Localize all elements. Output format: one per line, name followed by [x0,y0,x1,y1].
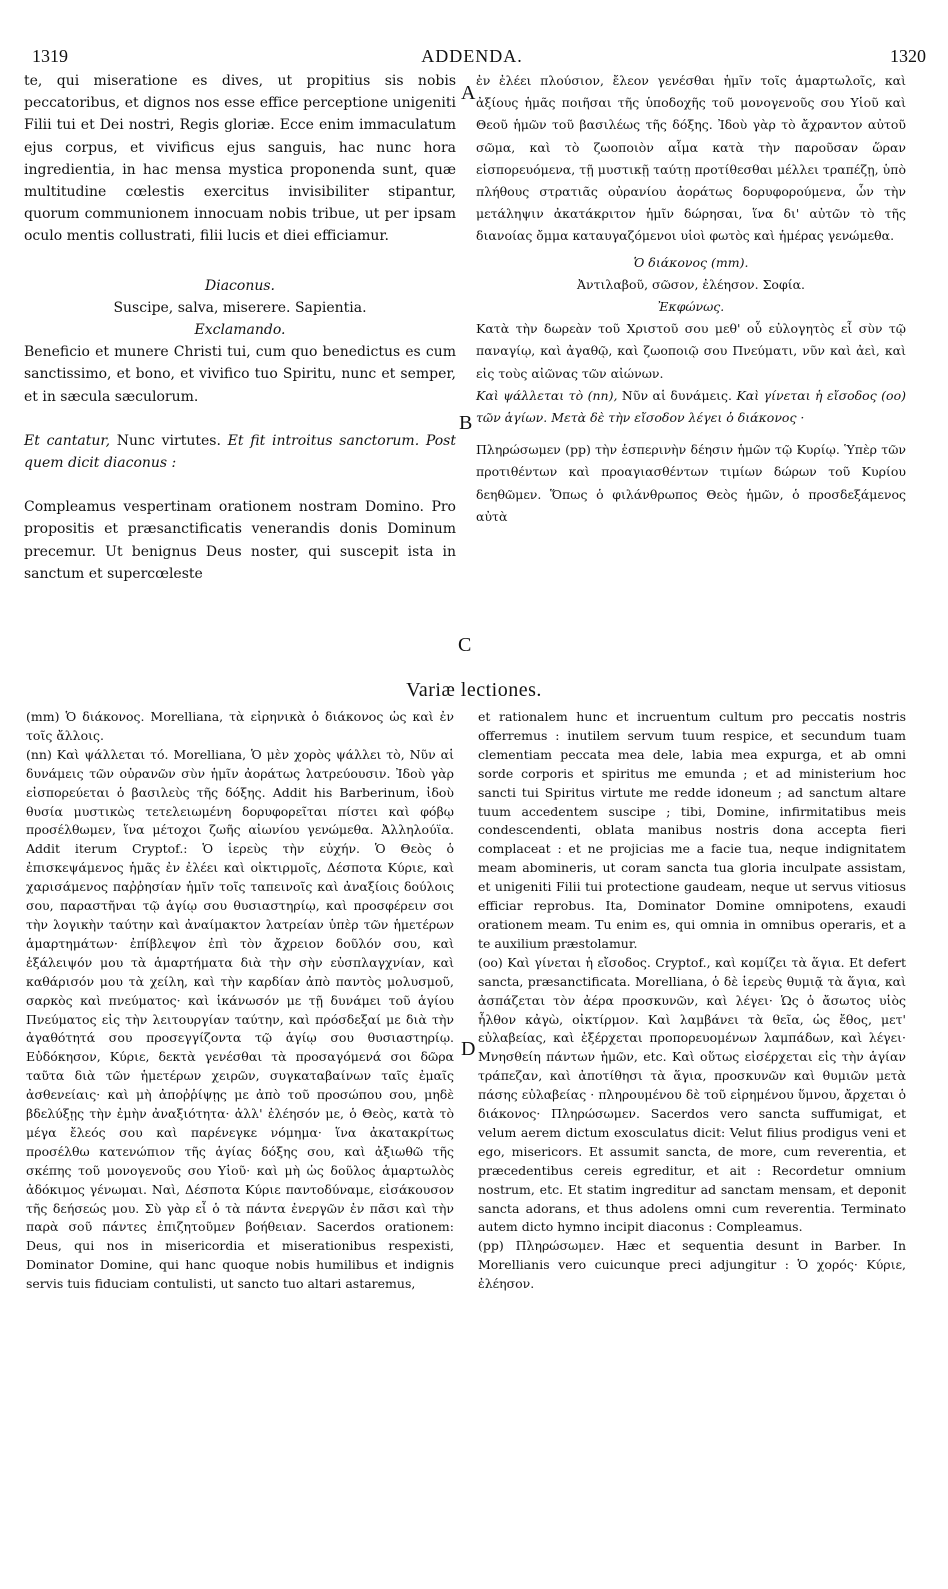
rubric-diaconus: Diaconus. [205,277,275,294]
section-marker-c: C [458,634,472,656]
latin-column [24,70,456,585]
rubric-ekphonos: Ἐκφώνως. [657,299,725,315]
rubric-eisodos: Καὶ γίνεται ἡ εἴσοδος (oo) τῶν ἁγίων. Μετὰ δὲ τὴν εἴσοδον λέγει ὁ διάκονος · [476,387,906,426]
hymn-incipit: Nunc virtutes. [116,432,221,449]
footnotes-right [478,708,906,1294]
rubric-introitus: Et fit introitus sanctorum. Post quem dicit diaconus : [24,432,456,472]
rubric-exclamando: Exclamando. [194,322,286,339]
latin-compleamus: Compleamus vespertinam orationem nostram Domino. Pro propositis et præsanctificatis venerandis donis Dominum precemur. Ut benignus Deus noster, qui suscepit ista in sanctum et supercœleste [24,499,456,582]
latin-prayer: te, qui miseratione es dives, ut propitius sis nobis peccatoribus, et dignos nos esse effice perceptione unigeniti Filii tui et Dei nostri, Regis gloriæ. Ecce enim immaculatum ejus corpus, et vivificus ejus sanguis, hac nunc hora ingredientia, in hac mensa mystica proponenda sunt, quæ multitudine cœlestis exercitus invisibiliter stipantur, quorum communionem innocuam nobis tribue, ut per ipsam oculo mentis collustrati, filii lucis et diei efficiamur. [24,73,456,245]
rubric-diakonos: Ὁ διάκονος (mm). [633,254,749,270]
footnote-mm: (mm) Ὁ διάκονος. Morelliana, τὰ εἰρηνικὰ ὁ διάκονος ὡς καὶ ἐν τοῖς ἄλλοις. [26,709,454,743]
greek-antilabou: Ἀντιλαβοῦ, σῶσον, ἐλέησον. Σοφία. [576,276,806,292]
footnote-pp: (pp) Πληρώσωμεν. Hæc et sequentia desunt in Barber. In Morellianis vero cuicunque preci adjungitur : Ὁ χορός· Κύριε, ἐλέησον. [478,1238,906,1292]
footnotes-left [26,708,454,1294]
greek-hymn-incipit: Νῦν αἱ δυνάμεις. [621,387,732,403]
page-header [18,46,926,72]
section-marker-d: D [461,1038,476,1060]
rubric-cantatur: Et cantatur, [24,432,111,449]
latin-cantatur [24,430,456,474]
greek-plerosomen: Πληρώσωμεν (pp) τὴν ἑσπερινὴν δέησιν ἡμῶν τῷ Κυρίῳ. Ὑπὲρ τῶν προτιθέντων καὶ προαγιασθέντων τιμίων δώρων τοῦ Κυρίου δεηθῶμεν. Ὅπως ὁ φιλάνθρωπος Θεὸς ἡμῶν, ὁ προσδεξάμενος αὐτὰ [476,442,906,524]
greek-psalletai [476,385,906,429]
footnote-oo: (oo) Καὶ γίνεται ἡ εἴσοδος. Cryptof., καὶ κομίζει τὰ ἅγια. Et defert sancta, præsanctificata. Morelliana, ὁ δὲ ἱερεὺς θυμιᾷ τὰ ἅγια, καὶ ἀσπάζεται τὸν ἀέρα προσκυνῶν, καὶ λέγει· Ὡς ὁ ἄσωτος υἱὸς ἦλθον κἀγὼ, οἰκτίρμον. Καὶ λαμβάνει τὰ θεῖα, ὡς ἔθος, μετ' εὐλαβείας, καὶ ἐξέρχεται προπορευομένων λαμπάδων, καὶ λέγει· Μνησθείη πάντων ἡμῶν, etc. Καὶ οὕτως εἰσέρχεται εἰς τὴν ἁγίαν τράπεζαν, καὶ ἀποτίθησι τὰ ἅγια, προσκυνῶν καὶ θυμιῶν μετὰ πάσης εὐλαβείας · πληρουμένου δὲ τοῦ εἰρημένου ὕμνου, ἄρχεται ὁ διάκονος· Πληρώσωμεν. Sacerdos vero sancta suffumigat, et velum aerem dictum exosculatus dicit: Velut filius prodigus veni et ego, misericors. Et assumit sancta, de more, cum reverentia, et præcedentibus cereis egreditur, et ait : Recordetur omnium nostrum, etc. Et statim ingreditur ad sanctam mensam, et deponit sancta adorans, et thus adolens omni cum reverentia. Terminato autem dicto hymno incipit diaconus : Compleamus. [478,954,906,1235]
greek-column [476,70,906,528]
section-marker-a: A [461,82,476,104]
footnote-nn-continued: et rationalem hunc et incruentum cultum pro peccatis nostris offerremus : inutilem servum tuum respice, et secundum tuam clementiam peccata mea dele, labia mea expurga, et ab omni sorde corporis et spiritus me emunda ; et ad ministerium hoc sancti tui Spiritus virtute me redde idoneum ; ad sanctum altare tuum accedentem suscipe ; tibi, Domine, infirmitatibus meis condescendenti, oblata manibus nostris dona accepta fieri complaceat : et ne projicias me a facie tua, neque indignitatem meam abomineris, ut coram sancta tua gloria inculpate assistam, et unigeniti Filii tui protectione gaudeam, neque ut servus vitiosus efficiar reprobus. Ita, Dominator Domine omnipotens, exaudi orationem meam. Tu enim es, qui omnia in omnibus operaris, et a te auxilium præstolamur. [478,709,906,951]
section-marker-b: B [459,412,473,434]
right-page-number: 1320 [890,46,926,66]
latin-beneficio: Beneficio et munere Christi tui, cum quo benedictus es cum sanctissimo, et bono, et vivifico tuo Spiritu, nunc et semper, et in sæcula sæculorum. [24,344,456,405]
latin-suscipe: Suscipe, salva, miserere. Sapientia. [113,299,367,316]
left-page-number: 1319 [32,46,68,66]
running-title: ADDENDA. [421,46,523,66]
greek-kata: Κατὰ τὴν δωρεὰν τοῦ Χριστοῦ σου μεθ' οὗ εὐλογητὸς εἶ σὺν τῷ παναγίῳ, καὶ ἀγαθῷ, καὶ ζωοποιῷ σου Πνεύματι, νῦν καὶ ἀεὶ, καὶ εἰς τοὺς αἰῶνας τῶν αἰώνων. [476,321,906,381]
variae-lectiones-heading: Variæ lectiones. [406,679,542,701]
footnote-nn: (nn) Καὶ ψάλλεται τό. Morelliana, Ὁ μὲν χορὸς ψάλλει τὸ, Νῦν αἱ δυνάμεις τῶν οὐρανῶν σὺν ἡμῖν ἀοράτως λατρεύουσιν. Ἰδοὺ γὰρ εἰσπορεύεται ὁ βασιλεὺς τῆς δόξης. Addit his Barberinum, ἰδοὺ θυσία μυστικὼς τετελειωμένη δορυφορεῖται πίστει καὶ φόβῳ προσέλθωμεν, ἵνα μέτοχοι ζωῆς αἰωνίου γενώμεθα. Ἀλληλούϊα. Addit iterum Cryptof.: Ὁ ἱερεὺς τὴν εὐχήν. Ὁ Θεὸς ὁ ἐπισκεψάμενος ἡμᾶς ἐν ἐλέει καὶ οἰκτιρμοῖς, Δέσποτα Κύριε, καὶ χαρισάμενος παῤῥησίαν ἡμῖν τοῖς ταπεινοῖς καὶ ἀναξίοις δούλοις σου, παραστῆναι τῷ ἁγίῳ σου θυσιαστηρίῳ, καὶ προσφέρειν σοι τὴν λογικὴν ταύτην καὶ ἀναίμακτον λατρείαν ὑπὲρ τῶν ἡμετέρων ἁμαρτημάτων· ἐπίβλεψον ἐπὶ τὸν ἄχρειον δοῦλόν σου, καὶ ἐξάλειψόν μου τὰ ἁμαρτήματα διὰ τὴν σὴν εὐσπλαγχνίαν, καὶ καθάρισόν μου τὰ χείλη, καὶ τὴν καρδίαν ἀπὸ παντὸς μολυσμοῦ, σαρκὸς καὶ πνεύματος· καὶ ἱκάνωσόν με τῇ δυνάμει τοῦ ἁγίου Πνεύματος εἰς τὴν λειτουργίαν ταύτην, καὶ πρόσδεξαί με διὰ τὴν ἀγαθότητά σου προσεγγίζοντα τῷ ἁγίῳ σου θυσιαστηρίῳ. Εὐδόκησον, Κύριε, δεκτὰ γενέσθαι τὰ προσαγόμενά σοι δῶρα ταῦτα διὰ τῶν ἡμετέρων χειρῶν, συγκαταβαίνων ταῖς ἐμαῖς ἀσθενείαις· καὶ μὴ ἀποῤῥίψῃς με ἀπὸ τοῦ προσώπου σου, μηδὲ βδελύξῃς τὴν ἐμὴν ἀναξιότητα· ἀλλ' ἐλέησόν με, ὁ Θεὸς, κατὰ τὸ μέγα ἔλεός σου καὶ παρένεγκε νόμημα· ἵνα ἀκατακρίτως προσέλθω κατενώπιον τῆς ἁγίας δόξης σου, καὶ ἀξιωθῶ τῆς σκέπης τοῦ μονογενοῦς σου Υἱοῦ· καὶ μὴ ὡς δοῦλος ἁμαρτωλὸς ἀδόκιμος γένωμαι. Ναὶ, Δέσποτα Κύριε παντοδύναμε, εἰσάκουσον τῆς δεήσεώς μου. Σὺ γὰρ εἶ ὁ τὰ πάντα ἐνεργῶν ἐν πᾶσι καὶ τὴν παρὰ σοῦ πάντες ἐπιζητοῦμεν βοήθειαν. Sacerdos orationem: Deus, qui nos in misericordia et miserationibus respexisti, Dominator Domine, qui hanc quoque nobis humilibus et indignis servis tuis fiduciam contulisti, ut sancto tuo altari astaremus, [26,746,454,1292]
rubric-psalletai: Καὶ ψάλλεται τὸ (nn), [476,387,618,403]
greek-prayer: ἐν ἐλέει πλούσιον, ἔλεον γενέσθαι ἡμῖν τοῖς ἁμαρτωλοῖς, καὶ ἀξίους ἡμᾶς ποιῆσαι τῆς ὑποδοχῆς τοῦ μονογενοῦς σου Υἱοῦ καὶ Θεοῦ ἡμῶν τοῦ βασιλέως τῆς δόξης. Ἰδοὺ γὰρ τὸ ἄχραντον αὐτοῦ σῶμα, καὶ τὸ ζωοποιὸν αἷμα κατὰ τὴν παροῦσαν ὥραν εἰσπορευόμενα, τῇ μυστικῇ ταύτῃ προτίθεσθαι μέλλει τραπέζῃ, ὑπὸ πλήθους στρατιᾶς οὐρανίου ἀοράτως δορυφορούμενα, ὧν τὴν μετάληψιν ἀκατάκριτον ἡμῖν δώρησαι, ἵνα δι' αὐτῶν τὸ τῆς διανοίας ὄμμα καταυγαζόμενοι υἱοὶ φωτὸς καὶ ἡμέρας γενώμεθα. [476,73,906,244]
